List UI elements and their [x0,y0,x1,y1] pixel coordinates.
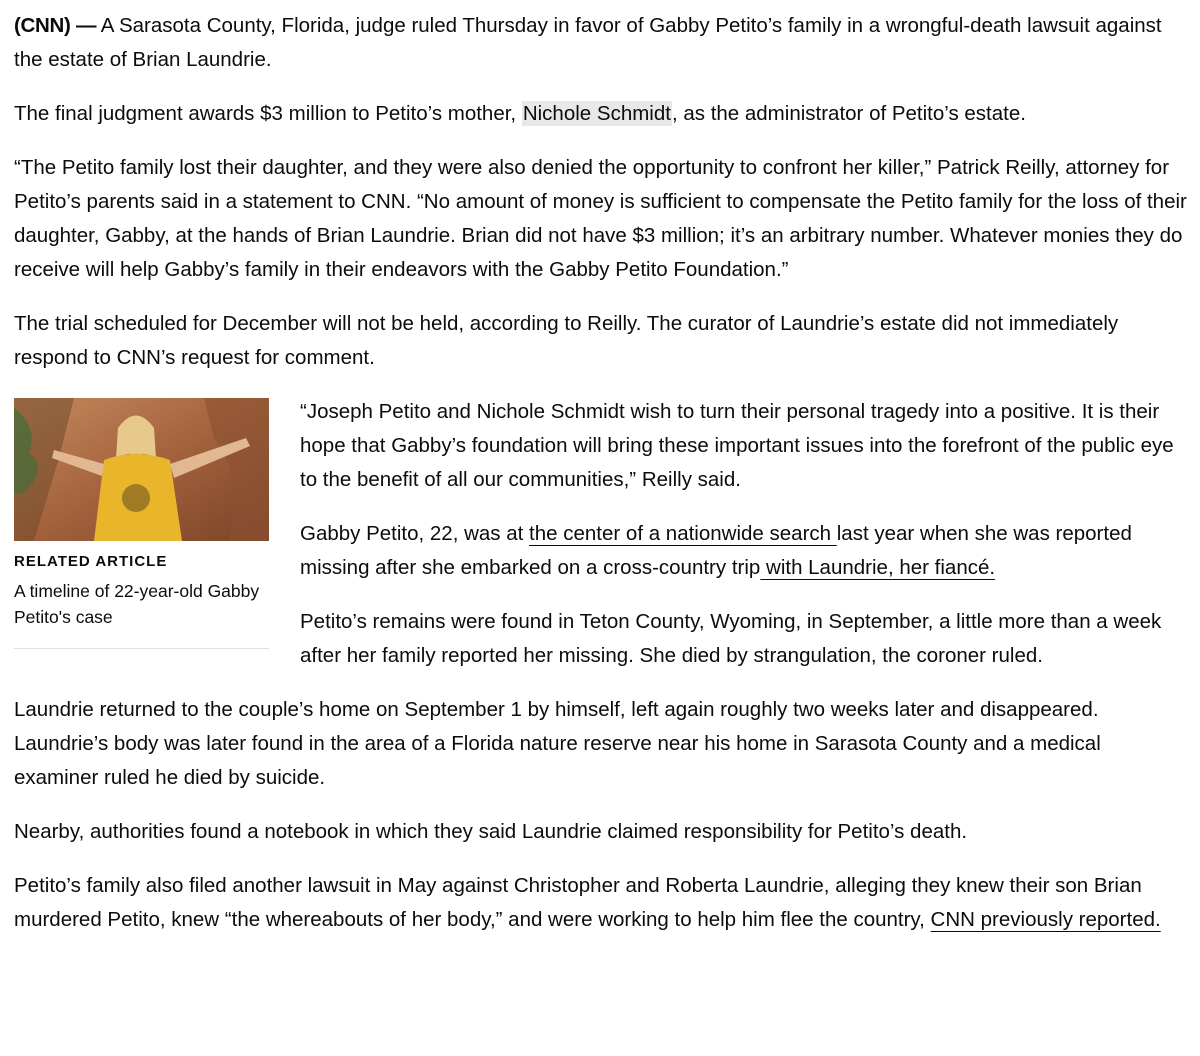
paragraph-3: “The Petito family lost their daughter, and they were also denied the opportunity to confront her killer,” Patrick Reilly, attorney for Petito’s parents said in a statement to CNN. “No amount of money is sufficient to compensate the Petito family for the loss of their daughter, Gabby, at the hands of Brian Laundrie. Brian did not have $3 million; it’s an arbitrary number. Whatever monies they do receive will help Gabby’s family in their endeavors with the Gabby Petito Foundation.” [14,156,1187,281]
paragraph-4: The trial scheduled for December will not be held, according to Reilly. The curator of Laundrie’s estate did not immediately respond to CNN’s request for comment. [14,312,1119,369]
source-label: (CNN) — [14,14,97,37]
paragraph-1 [14,9,1190,77]
related-article-tag: RELATED ARTICLE [14,553,168,570]
paragraph-10-text: Petito’s family also filed another lawsuit in May against Christopher and Roberta Laundrie, alleging they knew their son Brian murdered Petito, knew “the whereabouts of her body,” and were working to help him flee the country, [14,874,1142,931]
paragraph-6-text-start: Gabby Petito, 22, was at [300,522,530,545]
related-wrap [14,395,1190,673]
paragraph-2-text-end: , as the administrator of Petito’s estate. [671,102,1026,125]
paragraph-2-text-start: The final judgment awards $3 million to Petito’s mother, [14,102,522,125]
related-article-title[interactable]: A timeline of 22-year-old Gabby Petito's case [14,581,260,627]
paragraph-7: Petito’s remains were found in Teton County, Wyoming, in September, a little more than a week after her family reported her missing. She died by strangulation, the coroner ruled. [300,610,1162,667]
related-article-card[interactable] [14,398,269,649]
paragraph-1-text: A Sarasota County, Florida, judge ruled Thursday in favor of Gabby Petito’s family in a wrongful-death lawsuit against the estate of Brian Laundrie. [14,14,1162,71]
cnn-previously-reported-link[interactable]: CNN previously reported. [930,908,1161,931]
nationwide-search-link[interactable]: the center of a nationwide search [529,522,837,545]
highlighted-name[interactable]: Nichole Schmidt [522,102,671,125]
paragraph-6 [300,517,1190,585]
related-article-image[interactable] [14,398,269,541]
paragraph-2 [14,97,1190,131]
article-body [14,9,1190,957]
paragraph-6-text-middle: last year when she was reported missing after she embarked on a cross-country trip [300,522,1132,579]
fiance-link[interactable]: with Laundrie, her fiancé. [760,556,996,579]
paragraph-10 [14,869,1190,937]
paragraph-9: Nearby, authorities found a notebook in which they said Laundrie claimed responsibility for Petito’s death. [14,820,968,843]
paragraph-8: Laundrie returned to the couple’s home on September 1 by himself, left again roughly two weeks later and disappeared. Laundrie’s body was later found in the area of a Florida nature reserve near his home in Sarasota County and a medical examiner ruled he died by suicide. [14,698,1101,789]
paragraph-5: “Joseph Petito and Nichole Schmidt wish to turn their personal tragedy into a positive. It is their hope that Gabby’s foundation will bring these important issues into the forefront of the public eye to the benefit of all our communities,” Reilly said. [300,400,1174,491]
